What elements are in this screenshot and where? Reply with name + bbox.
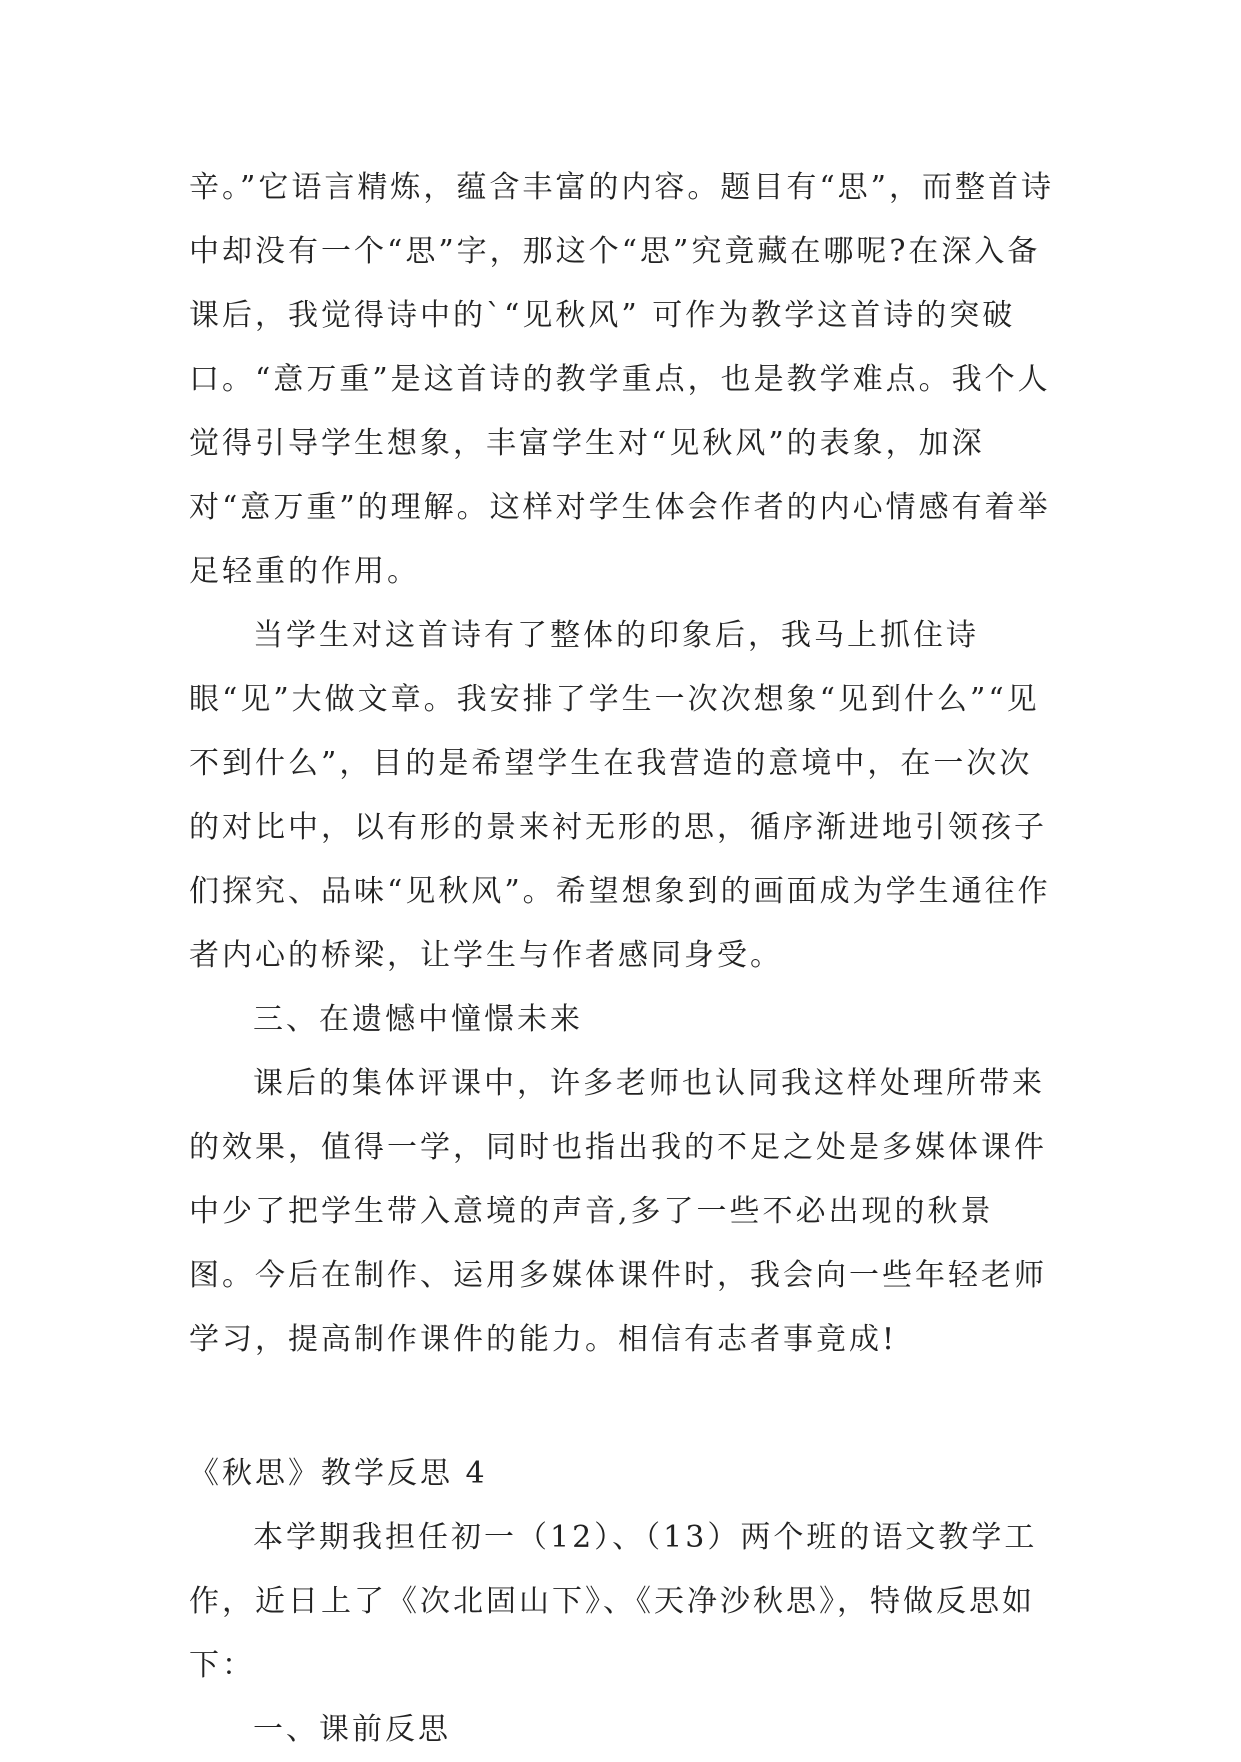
paragraph-intro: 本学期我担任初一（12）、（13）两个班的语文教学工作，近日上了《次北固山下》、《天净沙秋思》，特做反思如下：: [189, 1520, 1038, 1683]
subheading-one: 一、课前反思: [253, 1712, 451, 1747]
document-body: [189, 156, 1055, 1762]
paragraph-continuation: 辛。”它语言精炼，蕴含丰富的内容。题目有“思”，而整首诗中却没有一个“思”字，那这个“思”究竟藏在哪呢?在深入备课后，我觉得诗中的`“见秋风” 可作为教学这首诗的突破口。“意万重”是这首诗的教学重点，也是教学难点。我个人觉得引导学生想象，丰富学生对“见秋风”的表象，加深对“意万重”的理解。这样对学生体会作者的内心情感有着举足轻重的作用。: [189, 170, 1055, 589]
subheading-three: 三、在遗憾中憧憬未来: [253, 1002, 583, 1037]
section-title: 《秋思》教学反思 4: [189, 1456, 488, 1491]
paragraph-evaluation: 课后的集体评课中，许多老师也认同我这样处理所带来的效果，值得一学，同时也指出我的不足之处是多媒体课件中少了把学生带入意境的声音,多了一些不必出现的秋景图。今后在制作、运用多媒体课件时，我会向一些年轻老师学习，提高制作课件的能力。相信有志者事竟成!: [189, 1066, 1047, 1357]
paragraph-poem-eye: 当学生对这首诗有了整体的印象后，我马上抓住诗眼“见”大做文章。我安排了学生一次次想象“见到什么”“见不到什么”，目的是希望学生在我营造的意境中，在一次次的对比中，以有形的景来衬无形的思，循序渐进地引领孩子们探究、品味“见秋风”。希望想象到的画面成为学生通往作者内心的桥梁，让学生与作者感同身受。: [189, 618, 1051, 973]
